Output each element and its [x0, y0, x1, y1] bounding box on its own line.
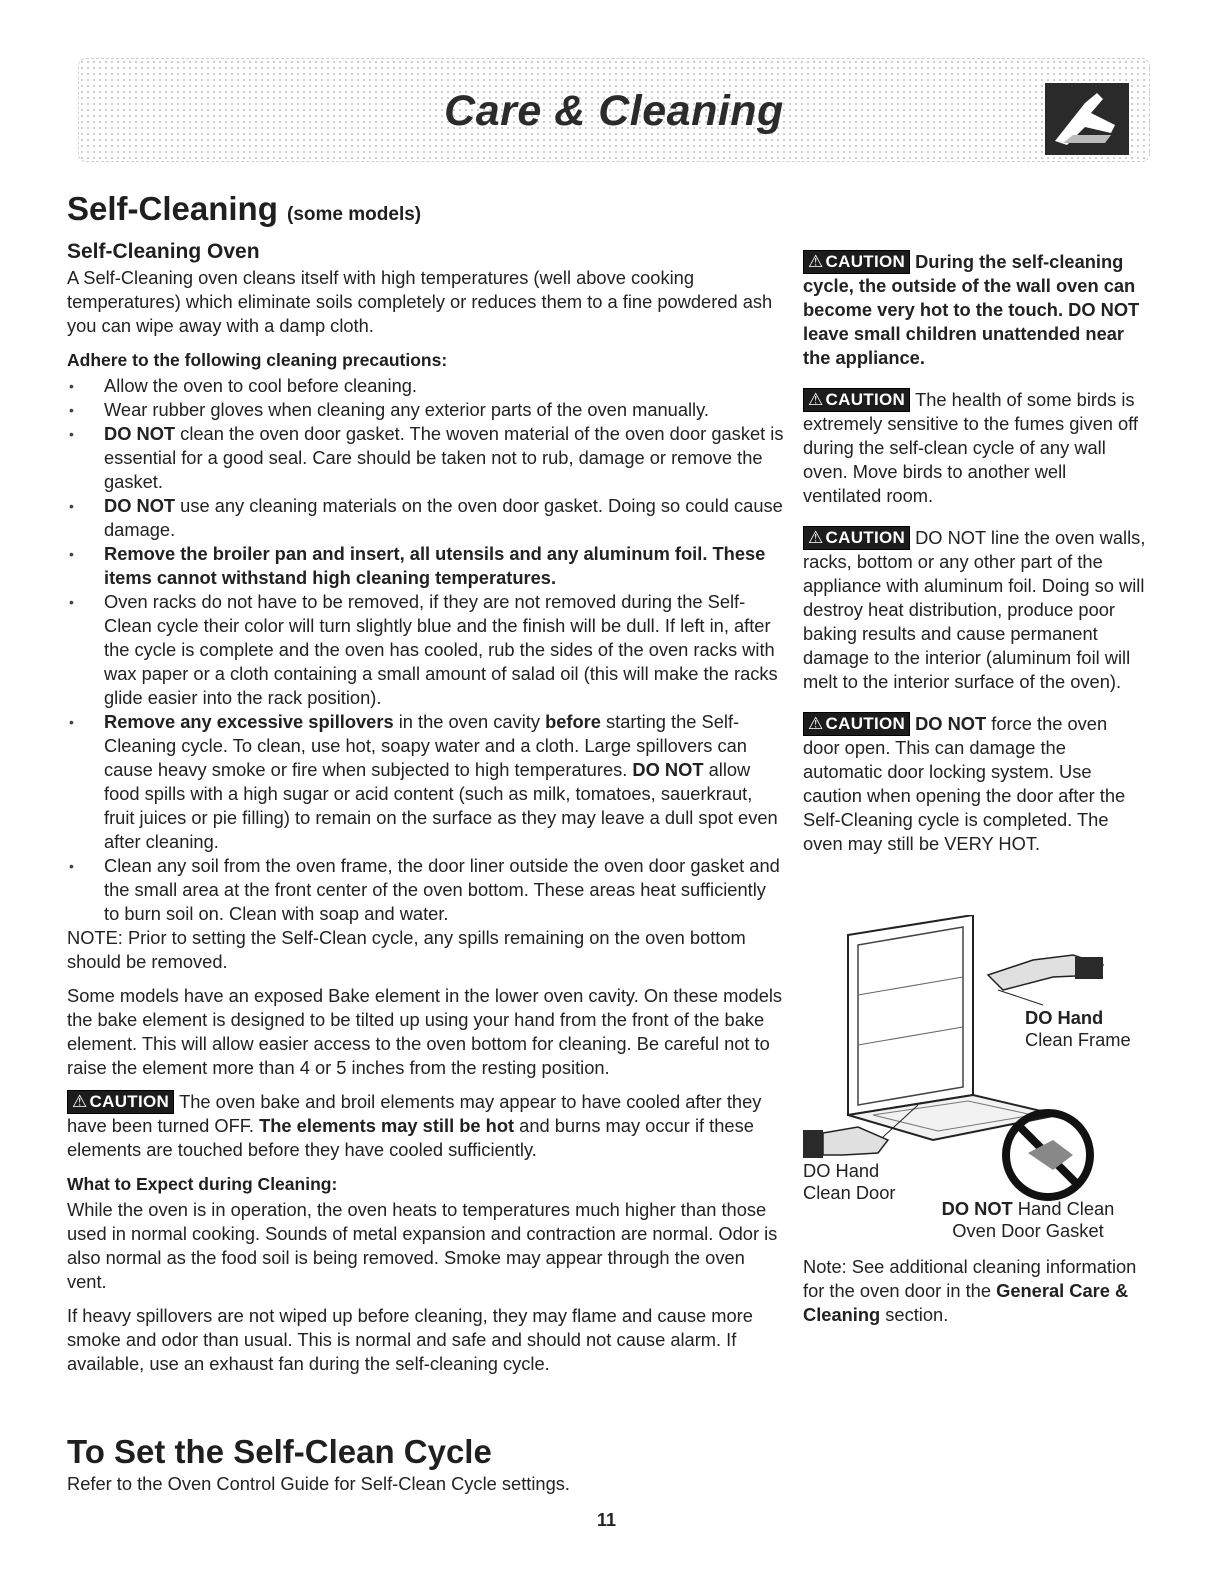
list-item-text: Oven racks do not have to be removed, if they are not removed during the Self-Clean cycle their color will turn slightly blue and the finish will be dull. If left in, after the cycle is complete and the oven has cooled, rub the sides of the oven racks with wax paper or a cloth containing a small amount of salad oil (this will make the racks glide easier into the rack position). — [104, 591, 778, 708]
emphasis: Remove any excessive spillovers — [104, 711, 394, 732]
list-item-text: Wear rubber gloves when cleaning any exterior parts of the oven manually. — [104, 399, 709, 420]
caution-text: DO NOT line the oven walls, racks, bottom or any other part of the appliance with aluminum foil. Doing so will destroy heat distribution, produce poor baking results and cause permanent damage to the interior (aluminum foil will melt to the interior surface of the oven). — [803, 527, 1146, 692]
caution-badge — [67, 1090, 174, 1114]
self-cleaning-oven-heading: Self-Cleaning Oven — [67, 240, 260, 263]
caution-foil — [803, 526, 1148, 694]
list-item-text: Clean any soil from the oven frame, the door liner outside the oven door gasket and the small area at the front center of the oven bottom. These areas heat sufficiently to burn soil on. Clean with soap and water. — [104, 855, 780, 924]
right-column — [803, 250, 1148, 874]
list-item — [67, 374, 785, 398]
emphasis: before — [545, 711, 601, 732]
label-clean-door — [803, 1160, 895, 1204]
list-item — [67, 710, 785, 854]
note-text-end: section. — [880, 1304, 949, 1325]
expect-heading: What to Expect during Cleaning: — [67, 1174, 338, 1194]
note-paragraph: NOTE: Prior to setting the Self-Clean cycle, any spills remaining on the oven bottom should be removed. — [67, 927, 746, 972]
precautions-heading: Adhere to the following cleaning precautions: — [67, 350, 448, 370]
warning-triangle-icon: ⚠ — [72, 1092, 88, 1111]
caution-elements-paragraph — [67, 1090, 785, 1162]
label-door-gasket — [908, 1198, 1148, 1242]
banner-title: Care & Cleaning — [444, 87, 784, 135]
precautions-list — [67, 374, 785, 926]
caution-door — [803, 712, 1148, 856]
caution-text: The oven bake and broil elements may appear to have cooled after they have been turned OFF. — [67, 1091, 762, 1136]
list-item — [67, 494, 785, 542]
list-item-text: allow food spills with a high sugar or acid content (such as milk, tomatoes, sauerkraut, fruit juices or pie filling) to remain on the surface as they may leave a dull spot even after cleaning. — [104, 759, 778, 852]
caution-label: CAUTION — [825, 390, 906, 409]
caution-badge — [803, 388, 910, 412]
left-column — [67, 240, 785, 1386]
frame-label-line1: DO Hand — [1025, 1007, 1104, 1028]
caution-text: During the self-cleaning cycle, the outside of the wall oven can become very hot to the touch. DO NOT leave small children unattended near the appliance. — [803, 251, 1140, 368]
expect-paragraph-1: While the oven is in operation, the oven heats to temperatures much higher than those used in normal cooking. Sounds of metal expansion and contraction are normal. Odor is also normal as the food soil is being removed. Smoke may appear through the oven vent. — [67, 1199, 778, 1292]
note-reference: General Care & Cleaning — [803, 1280, 1129, 1325]
hand-cleaning-icon — [1045, 83, 1129, 155]
list-item — [67, 854, 785, 926]
door-label-line2: Clean Door — [803, 1182, 896, 1203]
emphasis: The elements may still be hot — [259, 1115, 515, 1136]
emphasis: DO NOT — [632, 759, 704, 780]
caution-label: CAUTION — [825, 528, 906, 547]
list-item — [67, 422, 785, 494]
warning-triangle-icon: ⚠ — [808, 390, 824, 409]
caution-badge — [803, 250, 910, 274]
gasket-label-line2: Oven Door Gasket — [952, 1220, 1104, 1241]
caution-text: force the oven door open. This can damage the automatic door locking system. Use caution when opening the door after the Self-Cleaning cycle is completed. The oven may still be VERY HOT. — [803, 713, 1126, 854]
list-item — [67, 590, 785, 710]
list-item-text: Remove the broiler pan and insert, all utensils and any aluminum foil. These items cannot withstand high cleaning temperatures. — [104, 543, 766, 588]
note-text: Note: See additional cleaning information for the oven door in the — [803, 1256, 1137, 1301]
gasket-label-rest: Hand Clean — [1012, 1198, 1115, 1219]
section-title-main: Self-Cleaning — [67, 190, 278, 227]
warning-triangle-icon: ⚠ — [808, 528, 824, 547]
door-label-line1: DO Hand — [803, 1160, 880, 1181]
emphasis: DO NOT — [104, 495, 176, 516]
caution-label: CAUTION — [825, 714, 906, 733]
caution-label: CAUTION — [825, 252, 906, 271]
list-item — [67, 398, 785, 422]
header-banner — [78, 58, 1150, 162]
frame-label-line2: Clean Frame — [1025, 1029, 1131, 1050]
list-item — [67, 542, 785, 590]
section-title — [67, 190, 421, 228]
note-right — [803, 1255, 1148, 1327]
caution-birds — [803, 388, 1148, 508]
list-item-text: clean the oven door gasket. The woven material of the oven door gasket is essential for a good seal. Care should be taken not to rub, damage or remove the gasket. — [104, 423, 784, 492]
page-number: 11 — [596, 1510, 617, 1530]
list-item-text: use any cleaning materials on the oven door gasket. Doing so could cause damage. — [104, 495, 783, 540]
warning-triangle-icon: ⚠ — [808, 252, 824, 271]
caution-label: CAUTION — [89, 1092, 170, 1111]
gasket-label-bold: DO NOT — [941, 1198, 1013, 1219]
list-item-text: Allow the oven to cool before cleaning. — [104, 375, 418, 396]
list-item-text: starting the Self-Cleaning cycle. To clean, use hot, soapy water and a cloth. Large spillovers can cause heavy smoke or fire when subjected to high temperatures. — [104, 711, 747, 780]
caution-text: The health of some birds is extremely sensitive to the fumes given off during the self-clean cycle of any wall oven. Move birds to another well ventilated room. — [803, 389, 1138, 506]
set-cycle-heading: To Set the Self-Clean Cycle — [67, 1433, 492, 1470]
warning-triangle-icon: ⚠ — [808, 714, 824, 733]
section-title-qualifier: (some models) — [287, 204, 422, 225]
bake-element-paragraph: Some models have an exposed Bake element in the lower oven cavity. On these models the bake element is designed to be tilted up using your hand from the front of the bake element. This will allow easier access to the oven bottom for cleaning. Be careful not to raise the element more than 4 or 5 inches from the resting position. — [67, 985, 783, 1078]
expect-paragraph-2: If heavy spillovers are not wiped up before cleaning, they may flame and cause more smoke and odor than usual. This is normal and safe and should not cause alarm. If available, use an exhaust fan during the self-cleaning cycle. — [67, 1305, 753, 1374]
set-cycle-text: Refer to the Oven Control Guide for Self-Clean Cycle settings. — [67, 1473, 570, 1494]
caution-badge — [803, 712, 910, 736]
caution-wall-hot — [803, 250, 1148, 370]
label-clean-frame — [1025, 1007, 1131, 1051]
intro-paragraph: A Self-Cleaning oven cleans itself with high temperatures (well above cooking temperatures) which eliminate soils completely or reduces them to a fine powdered ash you can wipe away with a damp cloth. — [67, 267, 773, 336]
caution-badge — [803, 526, 910, 550]
oven-cleaning-illustration — [803, 915, 1148, 1245]
caution-text: and burns may occur if these elements are touched before they have cooled sufficiently. — [67, 1115, 754, 1160]
emphasis: DO NOT — [915, 713, 987, 734]
list-item-text: in the oven cavity — [393, 711, 546, 732]
emphasis: DO NOT — [104, 423, 176, 444]
